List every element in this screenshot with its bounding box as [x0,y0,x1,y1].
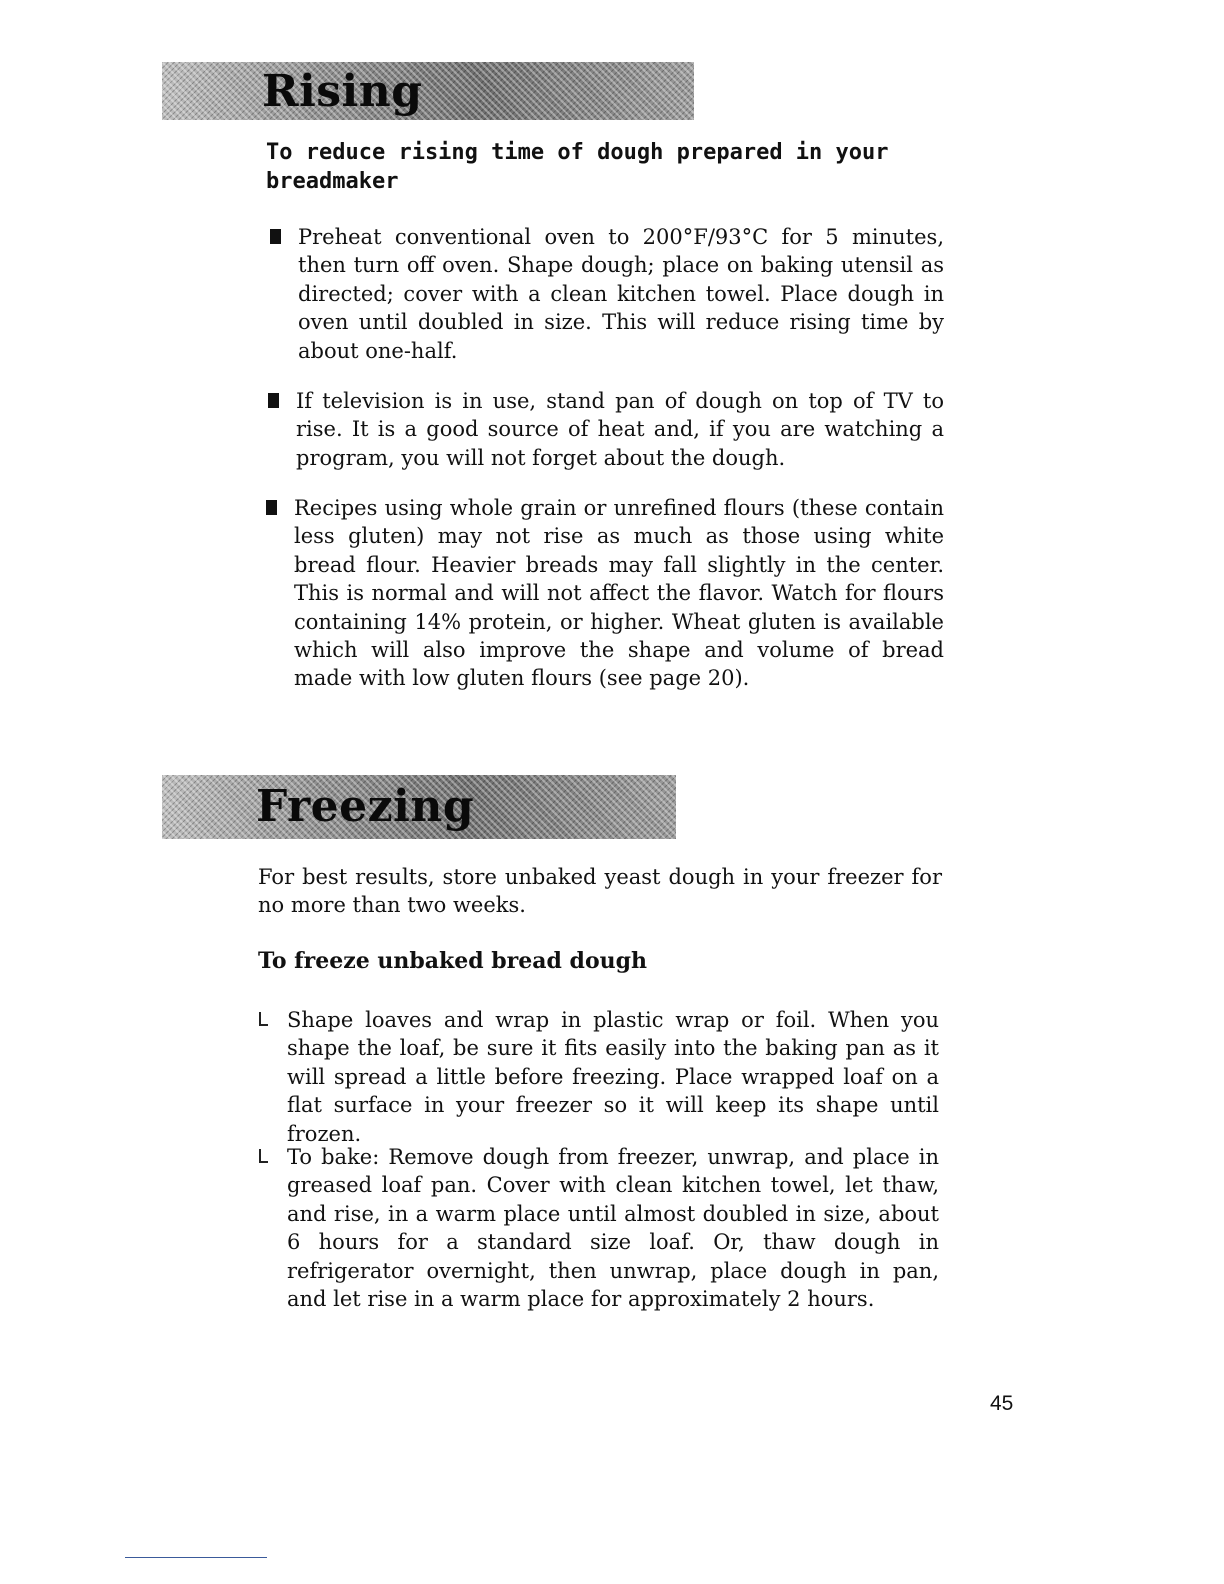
bullet-text: To bake: Remove dough from freezer, unwrap, and place in greased loaf pan. Cover with clean kitchen towel, let thaw, and rise, in a warm place until almost doubled in size, about 6 hours for a standard size loaf. Or, thaw dough in refrigerator overnight, then unwrap, place dough in pan, and let rise in a warm place for approximately 2 hours. [287,1145,939,1312]
freezing-intro-paragraph: For best results, store unbaked yeast dough in your freezer for no more than two weeks. [258,865,942,918]
freezing-bullet-shape [287,1006,939,1148]
rising-section-banner [162,62,694,120]
bullet-text: Shape loaves and wrap in plastic wrap or foil. When you shape the loaf, be sure it fits easily into the baking pan as it will spread a little before freezing. Place wrapped loaf on a flat surface in your freezer so it will keep its shape until frozen. [287,1008,939,1146]
rising-bullet-whole-grain [294,494,944,693]
bullet-text: Recipes using whole grain or unrefined flours (these contain less gluten) may not rise as much as those using white bread flour. Heavier breads may fall slightly in the center. This is normal and will not affect the flavor. Watch for flours containing 14% protein, or higher. Wheat gluten is available which will also improve the shape and volume of bread made with low gluten flours (see page 20). [294,496,944,691]
rising-subheading: To reduce rising time of dough prepared in your breadmaker [266,140,889,194]
rising-bullet-television [296,387,944,472]
bullet-square-icon [266,500,277,515]
freezing-subheading: To freeze unbaked bread dough [258,948,647,974]
bullet-square-icon [268,393,279,408]
rising-heading: Rising [262,66,423,117]
freezing-heading: Freezing [256,781,475,832]
freezing-bullet-bake [287,1143,939,1313]
freezing-section-banner [162,775,676,839]
bullet-text: If television is in use, stand pan of dough on top of TV to rise. It is a good source of heat and, if you are watching a program, you will not forget about the dough. [296,389,944,470]
page-number: 45 [990,1392,1014,1415]
rising-bullet-preheat [298,223,944,365]
bullet-square-icon [259,1149,268,1163]
bullet-square-icon [270,229,281,244]
bullet-text: Preheat conventional oven to 200°F/93°C for 5 minutes, then turn off oven. Shape dough; place on baking utensil as directed; cover with a clean kitchen towel. Place dough in oven until doubled in size. This will reduce rising time by about one-half. [298,225,944,363]
footer-rule [125,1557,267,1558]
bullet-square-icon [259,1012,268,1026]
